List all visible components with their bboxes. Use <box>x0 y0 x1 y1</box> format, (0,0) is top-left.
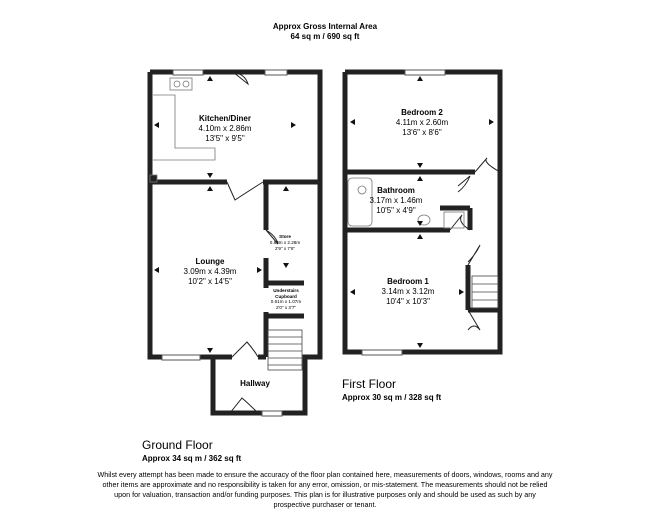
ground-floor-area: Approx 34 sq m / 362 sq ft <box>142 454 242 463</box>
room-label-kitchen: Kitchen/Diner 4.10m x 2.86m 13'5" x 9'5" <box>198 114 252 143</box>
room-label-store: Store 0.83m x 2.28m 2'9" x 7'6" <box>269 234 301 251</box>
room-label-hallway: Hallway <box>240 379 270 388</box>
room-label-understairs: Understairs Cupboard 0.61m x 1.07m 2'0" x 3'7" <box>270 288 302 310</box>
room-label-bathroom: Bathroom 3.17m x 1.46m 10'5" x 4'9" <box>369 186 423 215</box>
first-floor-title: First Floor <box>342 377 396 391</box>
gross-area-title: Approx Gross Internal Area <box>272 22 378 31</box>
first-floor-stairs <box>472 276 498 308</box>
first-floor-area: Approx 30 sq m / 328 sq ft <box>342 393 442 402</box>
disclaimer-text: Whilst every attempt has been made to ensure the accuracy of the floor plan contained here, measurements of doors, windows, rooms and any other items are approximate and no responsibility is taken for any error, omission, or mis-statement. The measurements should not be relied upon for valuation, transaction and/or funding purposes. This plan is for illustrative purposes only and should be used as such by any prospective purchaser or tenant. <box>97 470 553 509</box>
room-label-bedroom-1: Bedroom 1 3.14m x 3.12m 10'4" x 10'3" <box>381 277 435 306</box>
ground-floor-stairs <box>268 330 302 370</box>
ground-floor-title: Ground Floor <box>142 438 213 452</box>
room-label-bedroom-2: Bedroom 2 4.11m x 2.60m 13'6" x 8'6" <box>395 108 449 137</box>
room-label-lounge: Lounge 3.09m x 4.39m 10'2" x 14'5" <box>183 257 237 286</box>
gross-area-value: 64 sq m / 690 sq ft <box>290 32 360 41</box>
